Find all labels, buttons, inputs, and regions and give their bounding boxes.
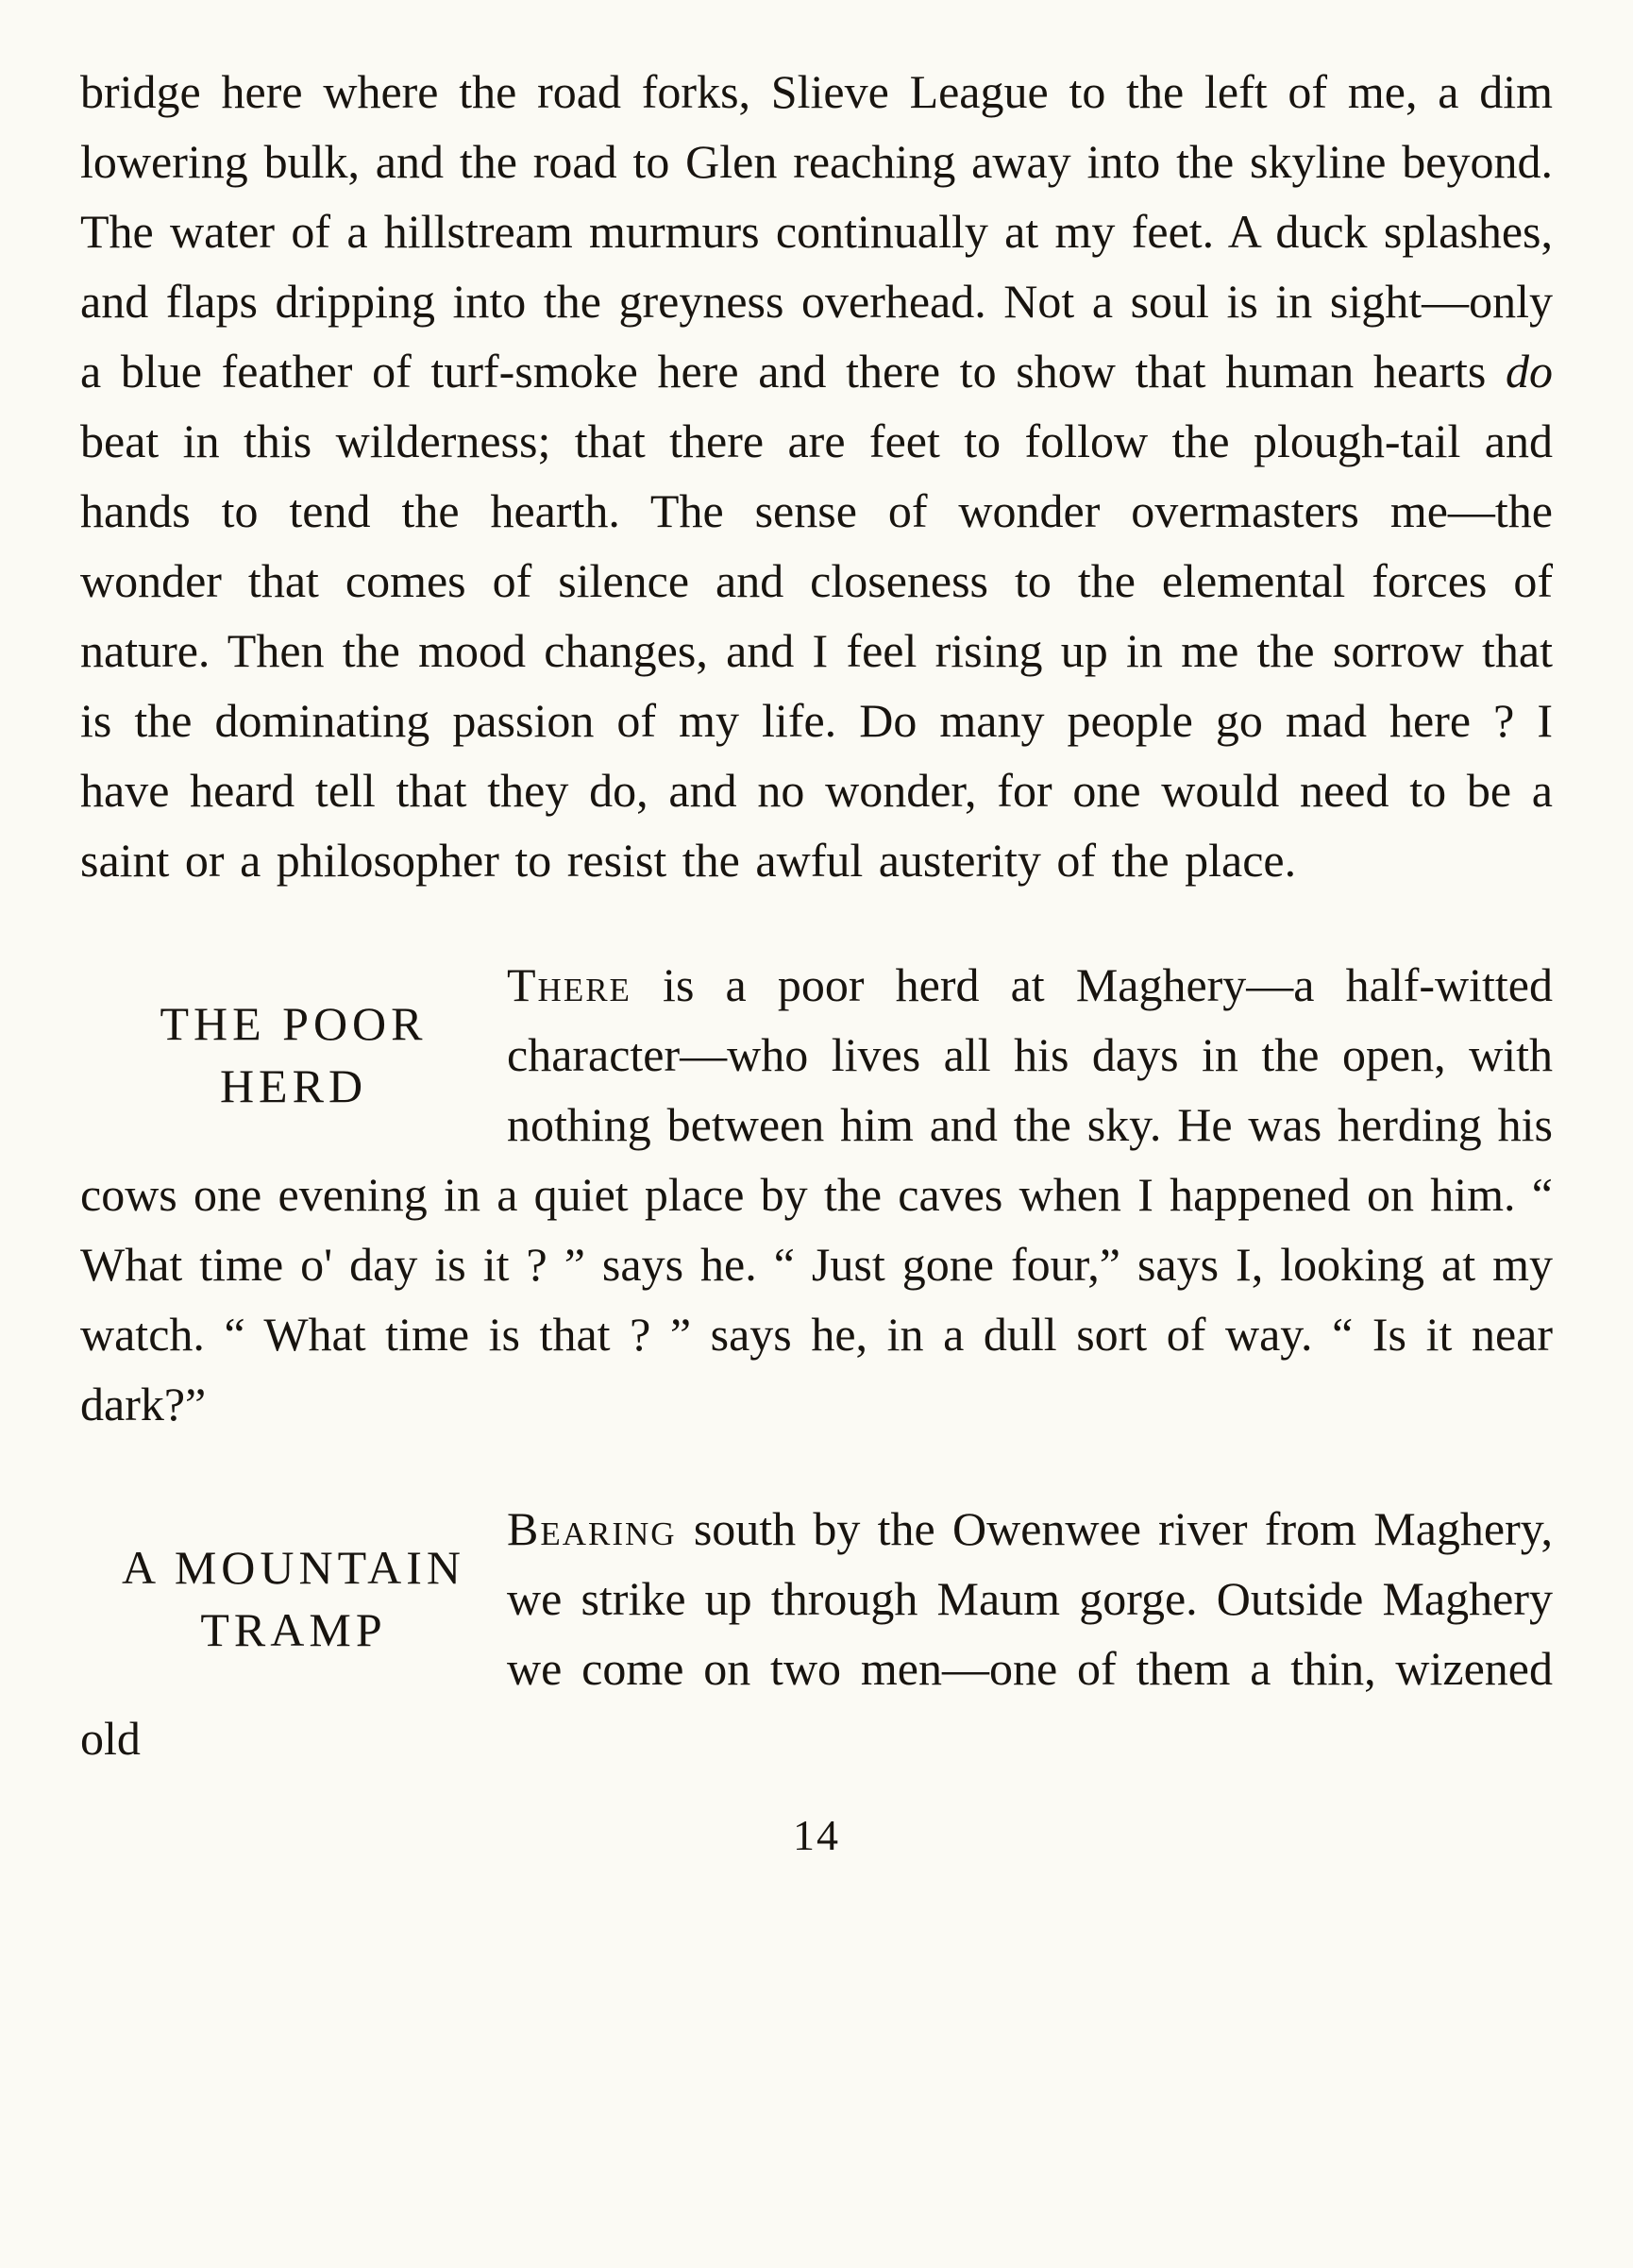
section-the-poor-herd [80,950,1553,1439]
sidehead-line2: HERD [219,1059,368,1112]
paragraph-text-part2: beat in this wilderness; that there are feet to follow the plough-tail and hands to tend the hearth. The sense of wonder overmasters me—the wonder that comes of silence and closeness to the elemental forces of nature. Then the mood changes, and I feel rising up in me the sorrow that is the dominating passion of my life. Do many people go mad here ? I have heard tell that they do, and no wonder, for one would need to be a saint or a philosopher to resist the awful austerity of the place. [80,415,1553,887]
page-number: 14 [793,1811,840,1859]
section-text-mountain-tramp: south by the Owenwee river from Maghery, we strike up through Maum gorge. Outside Maghery we come on two men—one of them a thin, wizened old [80,1502,1553,1765]
sidehead-line1: THE POOR [160,997,428,1050]
section-a-mountain-tramp [80,1494,1553,1773]
paragraph-continuation [80,57,1553,895]
lead-word-bearing: Bearing [507,1502,677,1555]
section-text-poor-herd: is a poor herd at Maghery—a half-witted character—who lives all his days in the open, with nothing between him and the sky. He was herding his cows one evening in a quiet place by the caves when I happened on him. “ What time o' day is it ? ” says he. “ Just gone four,” says I, looking at my watch. “ What time is that ? ” says he, in a dull sort of way. “ Is it near dark?” [80,958,1553,1430]
sidehead-line1: A MOUNTAIN [121,1541,466,1594]
lead-word-there: There [507,958,631,1011]
italic-word-do: do [1506,345,1553,398]
sidehead-a-mountain-tramp [80,1494,507,1703]
sidehead-line2: TRAMP [200,1603,387,1656]
sidehead-the-poor-herd [80,950,507,1159]
paragraph-text-part1: bridge here where the road forks, Slieve League to the left of me, a dim lowering bulk, and the road to Glen reaching away into the skyline beyond. The water of a hillstream murmurs continually at my feet. A duck splashes, and flaps dripping into the greyness overhead. Not a soul is in sight—only a blue feather of turf-smoke here and there to show that human hearts [80,65,1553,398]
